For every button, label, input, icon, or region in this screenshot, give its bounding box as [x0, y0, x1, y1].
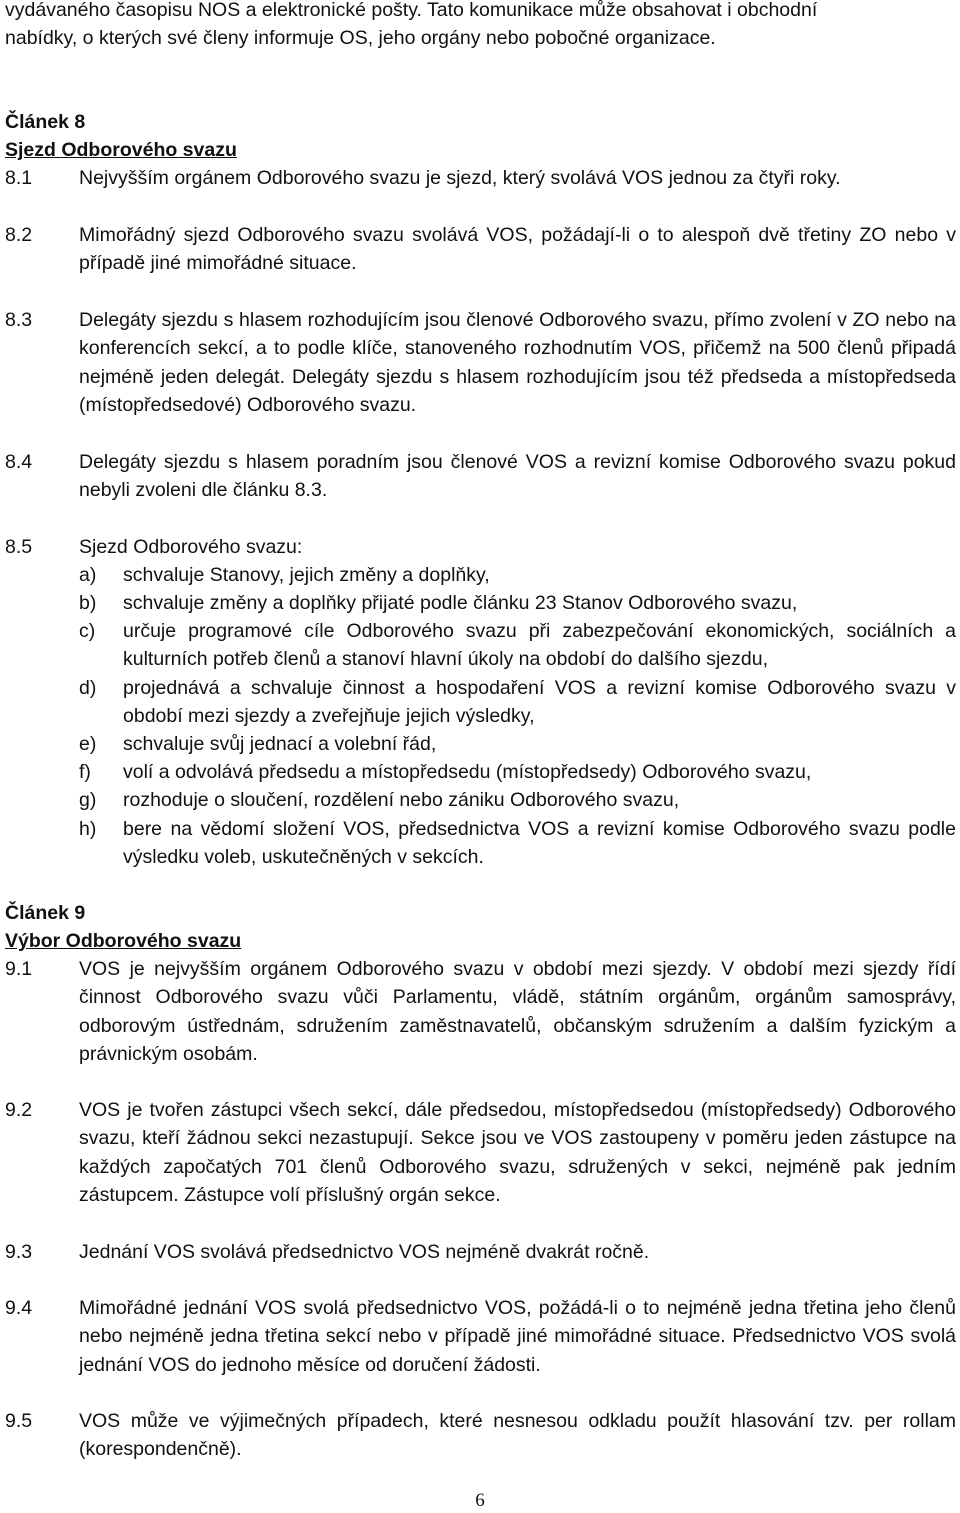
list-marker-e: e) — [79, 733, 97, 755]
section-8-2 — [79, 221, 956, 278]
section-9-3 — [79, 1238, 956, 1266]
section-9-5-text: VOS může ve výjimečných případech, které nesnesou odkladu použít hlasování tzv. per rollam (korespondenčně). — [79, 1410, 956, 1461]
section-8-5 — [79, 533, 956, 561]
section-9-2 — [79, 1096, 956, 1209]
section-9-5 — [79, 1407, 956, 1464]
section-number-8-2: 8.2 — [5, 224, 33, 246]
article-9-subtitle: Výbor Odborového svazu — [5, 930, 242, 952]
section-9-3-text: Jednání VOS svolává předsednictvo VOS nejméně dvakrát ročně. — [79, 1241, 650, 1263]
list-marker-h: h) — [79, 818, 97, 840]
list-item-b: schvaluje změny a doplňky přijaté podle článku 23 Stanov Odborového svazu, — [123, 592, 798, 614]
section-number-8-5: 8.5 — [5, 536, 33, 558]
section-8-5-text: Sjezd Odborového svazu: — [79, 536, 303, 558]
intro-line-1: vydávaného časopisu NOS a elektronické pošty. Tato komunikace může obsahovat i obchodní — [5, 0, 818, 21]
list-marker-f: f) — [79, 761, 91, 783]
section-9-4-text: Mimořádné jednání VOS svolá předsednictvo VOS, požádá-li o to nejméně jedna třetina jeho členů nebo nejméně jedna třetina sekcí nebo v případě jiné mimořádné situace. Předsednictvo VOS svolá jednání VOS do jednoho měsíce od doručení žádosti. — [79, 1297, 956, 1376]
section-8-1-text: Nejvyšším orgánem Odborového svazu je sjezd, který svolává VOS jednou za čtyři roky. — [79, 167, 841, 189]
list-marker-g: g) — [79, 789, 97, 811]
section-8-3-text: Delegáty sjezdu s hlasem rozhodujícím jsou členové Odborového svazu, přímo zvolení v ZO nebo na konferencích sekcí, a to podle klíče, stanoveného rozhodnutím VOS, přičemž na 500 členů připadá nejméně jeden delegát. Delegáty sjezdu s hlasem rozhodujícím jsou též předseda a místopředseda (místopředsedové) Odborového svazu. — [79, 309, 956, 416]
section-9-4 — [79, 1294, 956, 1379]
section-8-4 — [79, 448, 956, 505]
section-number-9-2: 9.2 — [5, 1099, 33, 1121]
section-9-2-text: VOS je tvořen zástupci všech sekcí, dále předsedou, místopředsedou (místopředsedy) Odborového svazu, kteří žádnou sekci nezastupují. Sekce jsou ve VOS zastoupeny v poměru jeden zástupce na každých započatých 701 členů Odborového svazu, sdružených v sekci, nejméně pak jedním zástupcem. Zástupce volí příslušný orgán sekce. — [79, 1099, 956, 1206]
section-number-9-3: 9.3 — [5, 1241, 33, 1263]
intro-line-2: nabídky, o kterých své členy informuje OS, jeho orgány nebo pobočné organizace. — [5, 27, 716, 49]
list-item-f: volí a odvolává předsedu a místopředsedu (místopředsedy) Odborového svazu, — [123, 761, 812, 783]
list-item-h: bere na vědomí složení VOS, předsednictva VOS a revizní komise Odborového svazu podle výsledku voleb, uskutečněných v sekcích. — [123, 818, 956, 869]
list-item-c: určuje programové cíle Odborového svazu při zabezpečování ekonomických, sociálních a kulturních potřeb členů a stanoví hlavní úkoly na období do dalšího sjezdu, — [123, 620, 956, 671]
section-number-9-4: 9.4 — [5, 1297, 33, 1319]
article-9-title: Článek 9 — [5, 902, 86, 924]
section-9-1-text: VOS je nejvyšším orgánem Odborového svazu v období mezi sjezdy. V období mezi sjezdy řídí činnost Odborového svazu vůči Parlamentu, vládě, státním orgánům, orgánům samosprávy, odborovým ústřednám, sdružením zaměstnavatelů, občanským sdružením a dalším fyzickým a právnickým osobám. — [79, 958, 956, 1065]
list-item-e: schvaluje svůj jednací a volební řád, — [123, 733, 437, 755]
section-number-9-1: 9.1 — [5, 958, 33, 980]
list-item-g: rozhoduje o sloučení, rozdělení nebo zániku Odborového svazu, — [123, 789, 680, 811]
list-item-d: projednává a schvaluje činnost a hospodaření VOS a revizní komise Odborového svazu v období mezi sjezdy a zveřejňuje jejich výsledky, — [123, 677, 956, 728]
section-8-4-text: Delegáty sjezdu s hlasem poradním jsou členové VOS a revizní komise Odborového svazu pokud nebyli zvoleni dle článku 8.3. — [79, 451, 956, 502]
article-8-title: Článek 8 — [5, 111, 86, 133]
list-marker-c: c) — [79, 620, 96, 642]
list-marker-a: a) — [79, 564, 97, 586]
section-8-1 — [79, 164, 956, 192]
section-8-3 — [79, 306, 956, 419]
section-9-1 — [79, 955, 956, 1068]
section-8-2-text: Mimořádný sjezd Odborového svazu svolává VOS, požádají-li o to alespoň dvě třetiny ZO nebo v případě jiné mimořádné situace. — [79, 224, 956, 275]
list-marker-d: d) — [79, 677, 97, 699]
page-number: 6 — [475, 1490, 485, 1511]
section-number-8-3: 8.3 — [5, 309, 33, 331]
section-number-8-4: 8.4 — [5, 451, 33, 473]
list-marker-b: b) — [79, 592, 97, 614]
list-item-a: schvaluje Stanovy, jejich změny a doplňky, — [123, 564, 490, 586]
section-number-8-1: 8.1 — [5, 167, 33, 189]
article-8-subtitle: Sjezd Odborového svazu — [5, 139, 237, 161]
section-number-9-5: 9.5 — [5, 1410, 33, 1432]
